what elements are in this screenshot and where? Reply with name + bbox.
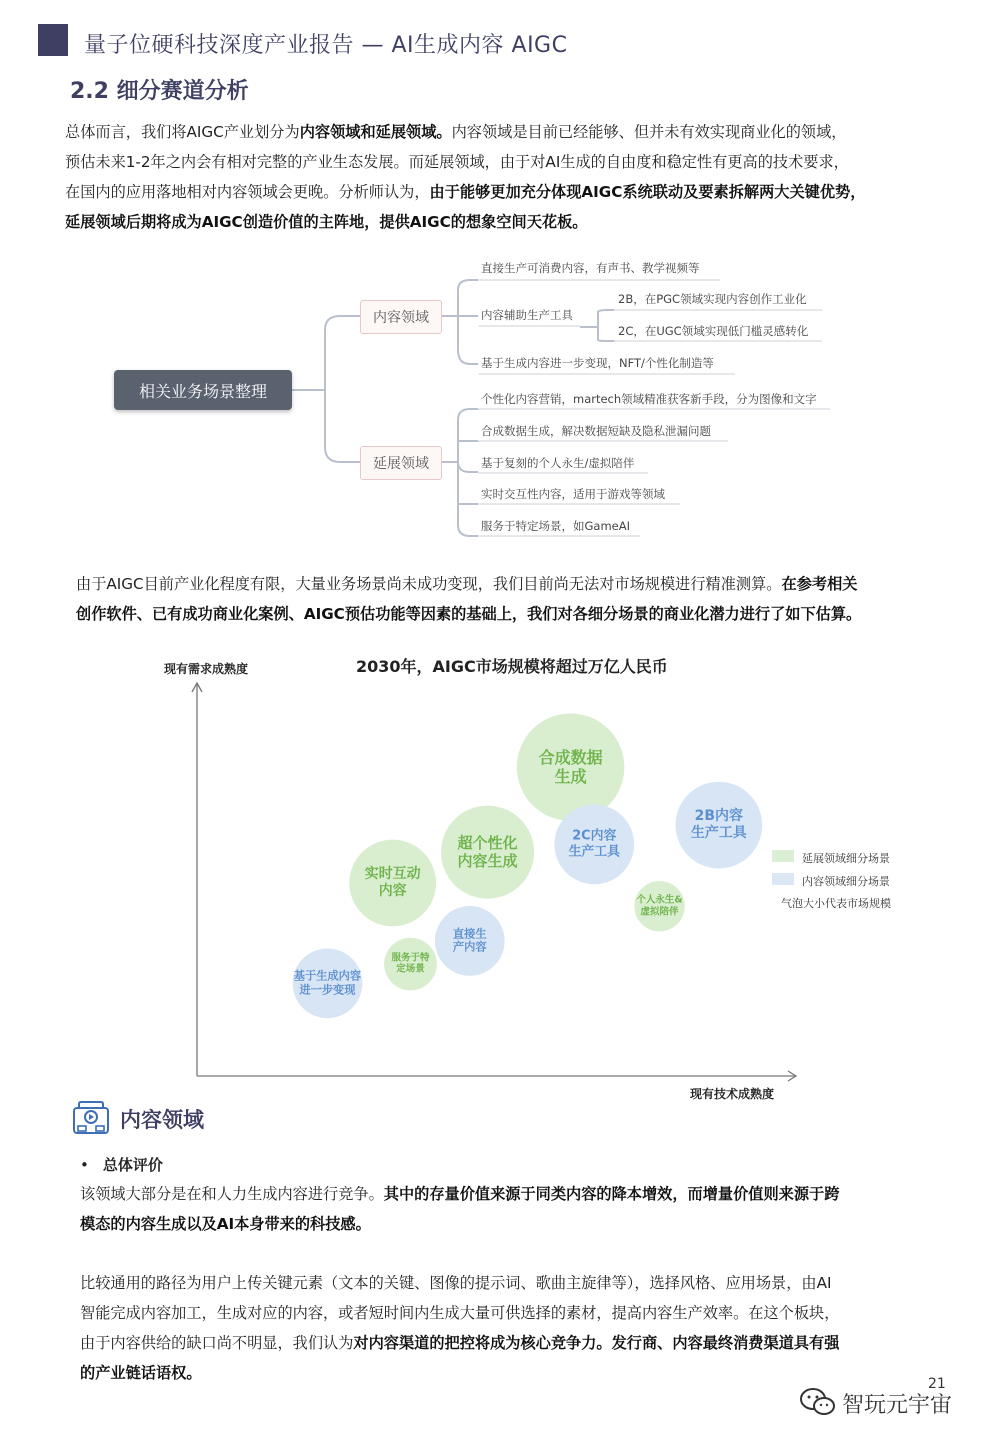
- mindmap-leaf: 合成数据生成，解决数据短缺及隐私泄漏问题: [481, 424, 711, 438]
- intro-bold-text: 延展领域后期将成为AIGC创造价值的主阵地，提供AIGC的想象空间天花板。: [65, 213, 588, 231]
- intro-text: 预估未来1-2年之内会有相对完整的产业生态发展。而延展领域，由于对AI生成的自由度和稳定性有更高的技术要求，: [65, 153, 849, 171]
- mindmap-branch-extend: 延展领域: [360, 446, 442, 480]
- bubble-label-0: 合成数据 生成: [538, 748, 603, 787]
- report-title: 量子位硬科技深度产业报告 — AI生成内容 AIGC: [84, 33, 568, 58]
- brand-name: 智玩元宇宙: [842, 1393, 953, 1418]
- x-axis: [197, 1071, 796, 1081]
- evaluation-bold-text: 模态的内容生成以及AI本身带来的科技感。: [80, 1215, 371, 1233]
- page-number: 21: [928, 1376, 946, 1392]
- bullet-dot-icon: •: [80, 1156, 89, 1174]
- bubble-label-7: 服务于特 定场景: [391, 952, 430, 976]
- path-bold-text: 的产业链话语权。: [80, 1364, 202, 1382]
- mindmap-leaf: 实时交互性内容，适用于游戏等领域: [481, 487, 665, 501]
- intro-bold-text: 内容领域和延展领域。: [299, 123, 452, 141]
- mindmap-leaf: 基于复刻的个人永生/虚拟陪伴: [481, 456, 635, 470]
- y-axis-label: 现有需求成熟度: [164, 662, 249, 676]
- bubble-label-5: 个人永生& 虚拟陪伴: [636, 894, 683, 918]
- estimate-bold-text: 创作软件、已有成功商业化案例、AIGC预估功能等因素的基础上，我们对各细分场景的商业化潜力进行了如下估算。: [76, 605, 862, 623]
- content-domain-title: 内容领域: [120, 1108, 204, 1132]
- estimate-text: 由于AIGC目前产业化程度有限，大量业务场景尚未成功变现，我们目前尚无法对市场规模进行精准测算。: [76, 575, 782, 593]
- bubble-label-4: 实时互动 内容: [364, 866, 421, 899]
- intro-bold-text: 由于能够更加充分体现AIGC系统联动及要素拆解两大关键优势，: [429, 183, 866, 201]
- bubble-label-8: 基于生成内容 进一步变现: [293, 969, 362, 997]
- path-text: 比较通用的路径为用户上传关键元素（文本的关键、图像的提示词、歌曲主旋律等），选择风格、应用场景，由AI: [80, 1274, 832, 1292]
- mindmap-root: 相关业务场景整理: [114, 370, 292, 410]
- legend-swatch-content: [772, 873, 794, 885]
- bubble-label-3: 2C内容 生产工具: [568, 828, 621, 860]
- legend-note: 气泡大小代表市场规模: [781, 897, 891, 910]
- mindmap-leaf: 服务于特定场景，如GameAI: [481, 519, 630, 533]
- intro-text: 在国内的应用落地相对内容领域会更晚。分析师认为，: [65, 183, 430, 201]
- bubble-label-6: 直接生 产内容: [452, 927, 487, 954]
- evaluation-bold-text: 其中的存量价值来源于同类内容的降本增效，而增量价值则来源于跨: [383, 1185, 840, 1203]
- bullet-heading: [80, 1154, 163, 1175]
- legend-label-extend: 延展领域细分场景: [802, 852, 890, 865]
- bullet-text: 总体评价: [102, 1156, 163, 1174]
- section-title: 2.2 细分赛道分析: [70, 79, 249, 104]
- estimate-bold-text: 在参考相关: [781, 575, 858, 593]
- y-axis: [192, 683, 202, 1076]
- wechat-icon: [798, 1386, 838, 1418]
- path-text: 由于内容供给的缺口尚不明显，我们认为: [80, 1334, 354, 1352]
- content-domain-icon: [72, 1099, 112, 1137]
- mindmap-leaf: 基于生成内容进一步变现，NFT/个性化制造等: [481, 356, 714, 370]
- intro-text: 总体而言，我们将AIGC产业划分为: [65, 123, 300, 141]
- mindmap-branch-content: 内容领域: [360, 300, 442, 334]
- path-bold-text: 对内容渠道的把控将成为核心竞争力。发行商、内容最终消费渠道具有强: [353, 1334, 840, 1352]
- mindmap-subleaf: 2C，在UGC领域实现低门槛灵感转化: [618, 324, 809, 338]
- path-paragraph: [80, 1268, 940, 1388]
- mindmap-subleaf: 2B，在PGC领域实现内容创作工业化: [618, 292, 807, 306]
- intro-text: 内容领域是目前已经能够、但并未有效实现商业化的领域，: [451, 123, 847, 141]
- x-axis-label: 现有技术成熟度: [690, 1087, 775, 1101]
- legend-label-content: 内容领域细分场景: [802, 875, 890, 888]
- evaluation-text: 该领域大部分是在和人力生成内容进行竞争。: [80, 1185, 384, 1203]
- evaluation-paragraph: [80, 1179, 940, 1239]
- path-text: 智能完成内容加工，生成对应的内容，或者短时间内生成大量可供选择的素材，提高内容生产效率。在这个板块，: [80, 1304, 840, 1322]
- mindmap-leaf: 内容辅助生产工具: [481, 308, 573, 322]
- bubble-label-1: 2B内容 生产工具: [690, 808, 747, 842]
- bubble-label-2: 超个性化 内容生成: [457, 834, 518, 871]
- mindmap-leaf: 直接生产可消费内容，有声书、教学视频等: [481, 261, 700, 275]
- legend-swatch-extend: [772, 850, 794, 862]
- mindmap-leaf: 个性化内容营销，martech领域精准获客新手段，分为图像和文字: [481, 392, 817, 406]
- chart-title: 2030年，AIGC市场规模将超过万亿人民币: [356, 657, 668, 676]
